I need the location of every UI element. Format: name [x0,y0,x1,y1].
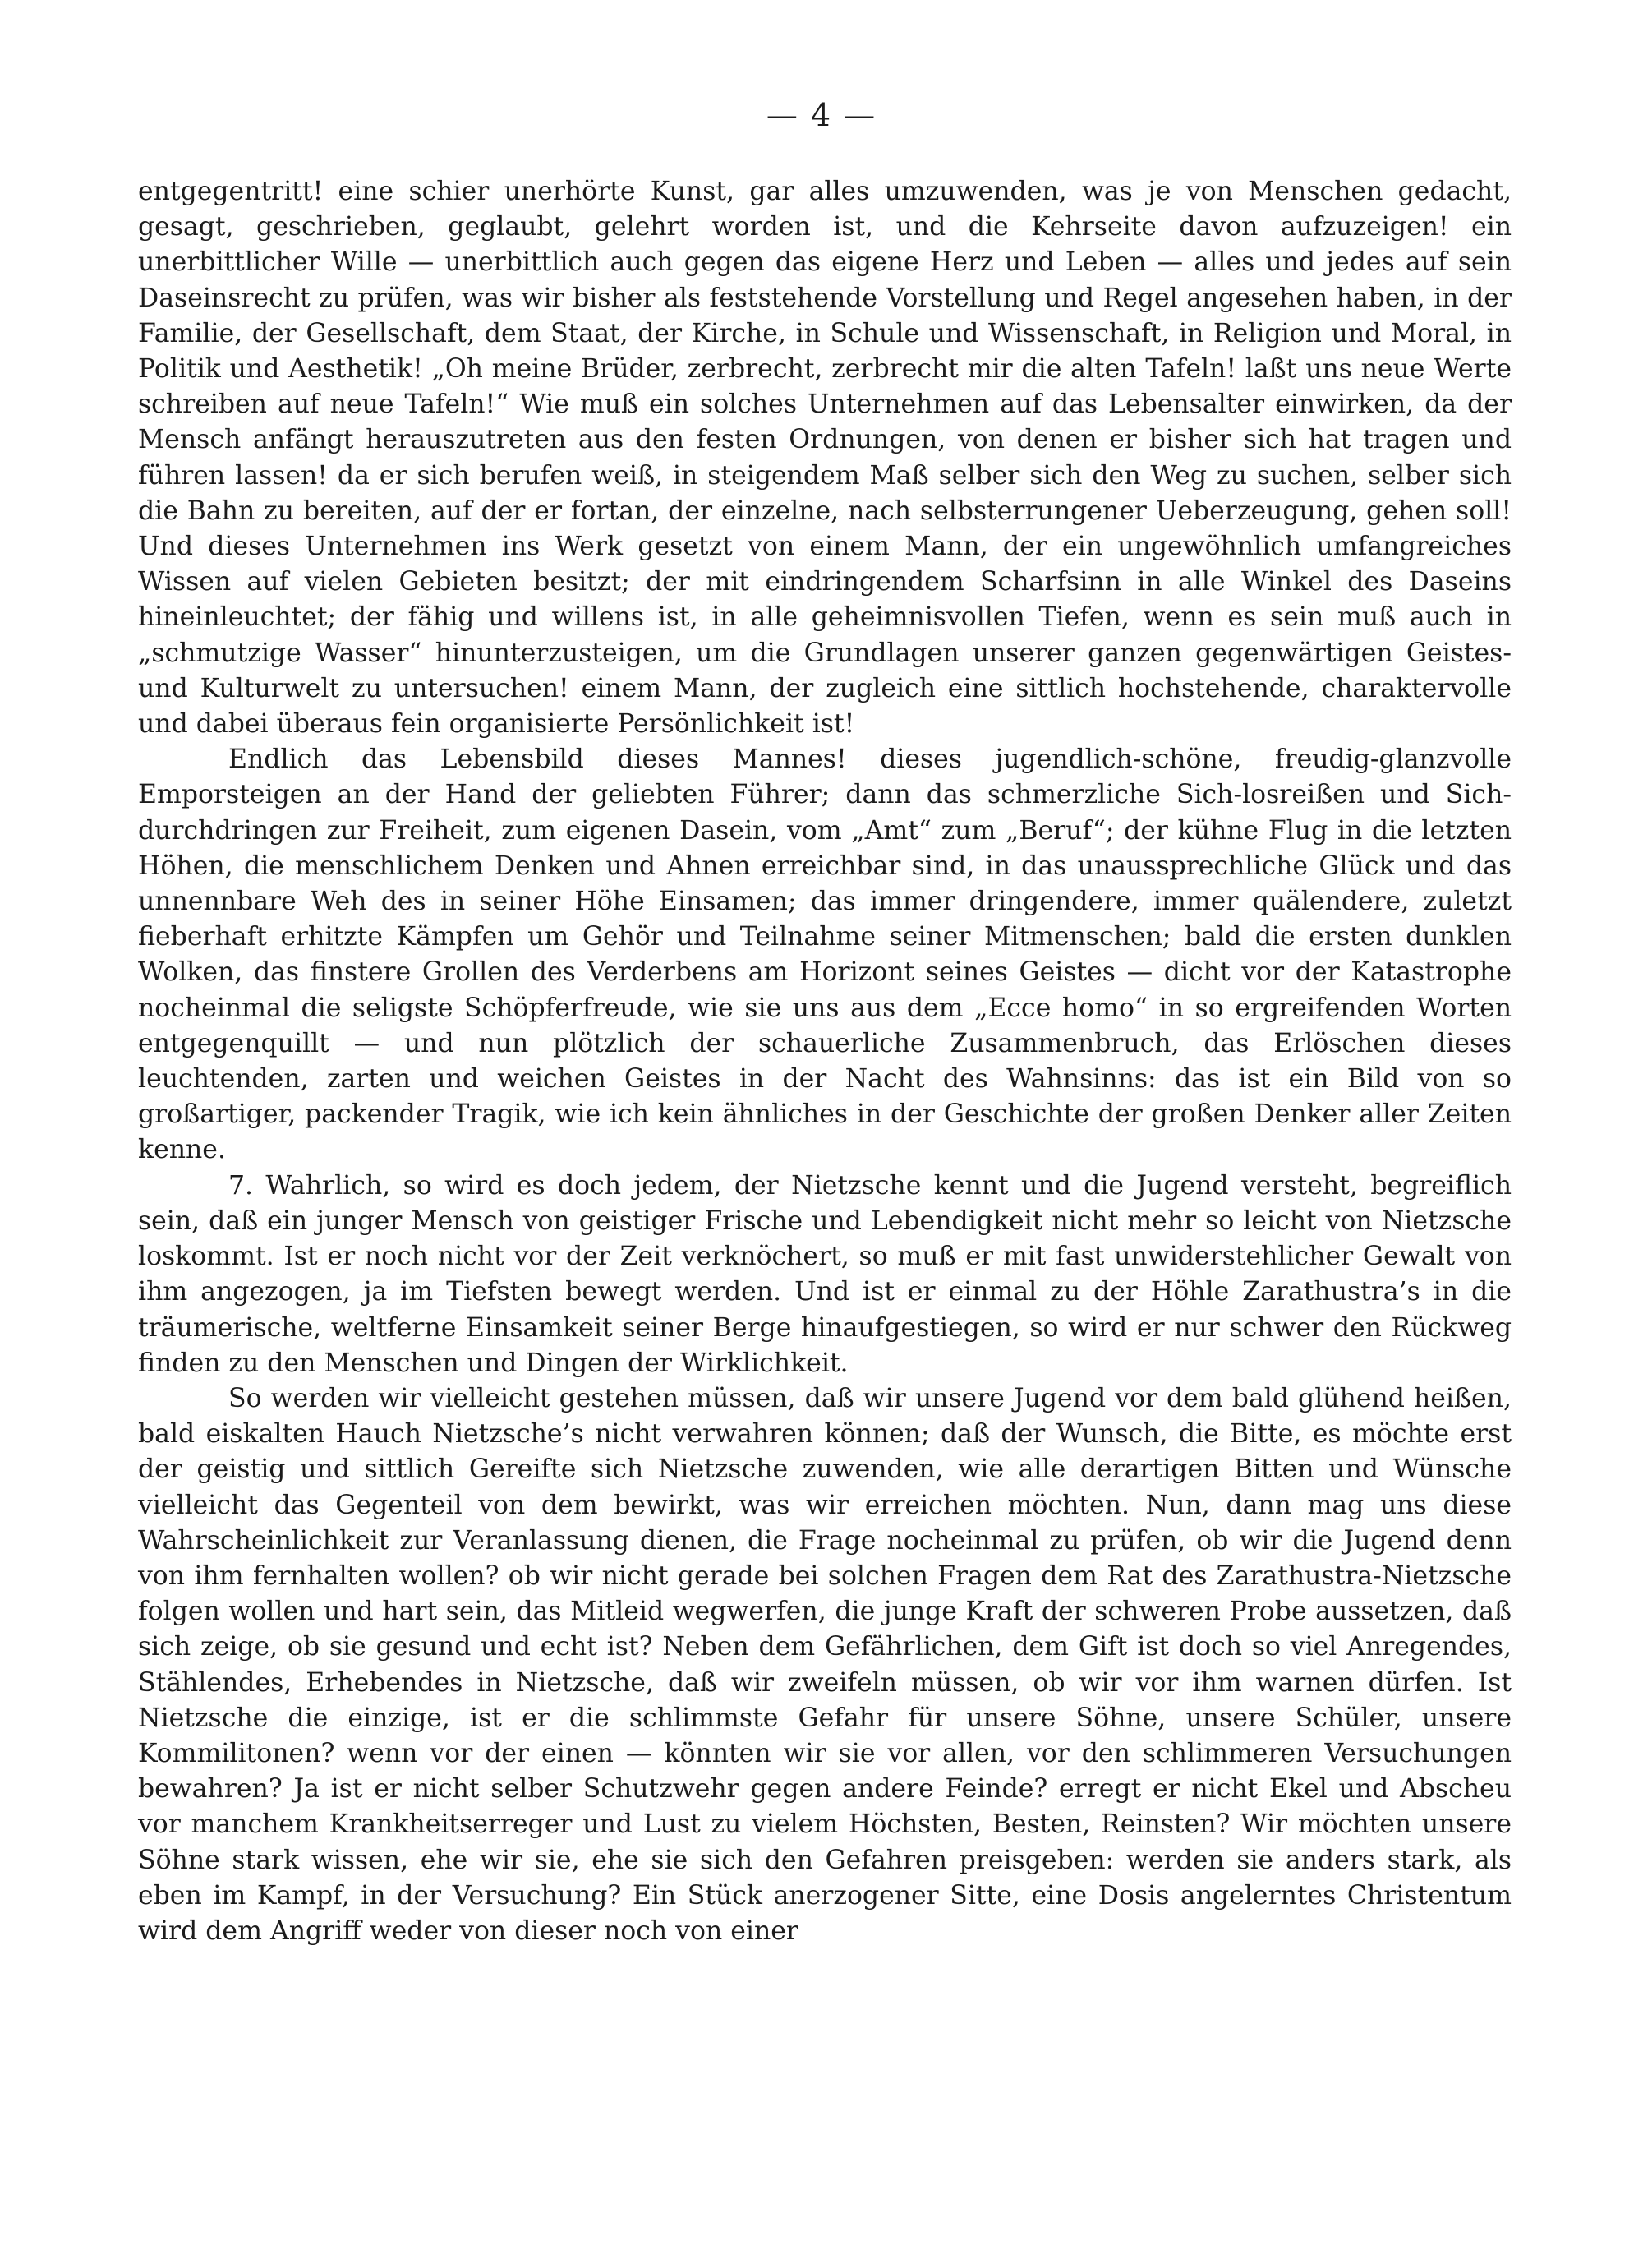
paragraph: So werden wir vielleicht gestehen müssen, daß wir unsere Jugend vor dem bald glühend heißen, bald eiskalten Hauch Nietzsche’s nicht verwahren können; daß der Wunsch, die Bitte, es möchte erst der geistig und sittlich Gereifte sich Nietzsche zuwenden, wie alle derartigen Bitten und Wünsche vielleicht das Gegenteil von dem bewirkt, was wir erreichen möchten. Nun, dann mag uns diese Wahrscheinlichkeit zur Veranlassung dienen, die Frage nocheinmal zu prüfen, ob wir die Jugend denn von ihm fernhalten wollen? ob wir nicht gerade bei solchen Fragen dem Rat des Zarathustra-Nietzsche folgen wollen und hart sein, das Mitleid wegwerfen, die junge Kraft der schweren Probe aussetzen, daß sich zeige, ob sie gesund und echt ist? Neben dem Gefährlichen, dem Gift ist doch so viel Anregendes, Stählendes, Erhebendes in Nietzsche, daß wir zweifeln müssen, ob wir vor ihm warnen dürfen. Ist Nietzsche die einzige, ist er die schlimmste Gefahr für unsere Söhne, unsere Schüler, unsere Kommilitonen? wenn vor der einen — könnten wir sie vor allen, vor den schlimmeren Versuchungen bewahren? Ja ist er nicht selber Schutzwehr gegen andere Feinde? erregt er nicht Ekel und Abscheu vor manchem Krankheitserreger und Lust zu vielem Höchsten, Besten, Reinsten? Wir möchten unsere Söhne stark wissen, ehe wir sie, ehe sie sich den Gefahren preisgeben: werden sie anders stark, als eben im Kampf, in der Versuchung? Ein Stück anerzogener Sitte, eine Dosis angelerntes Christentum wird dem Angriff weder von dieser noch von einer [138,1383,1512,1946]
page-number: — 4 — [766,97,877,133]
paragraph: entgegentritt! eine schier unerhörte Kunst, gar alles umzuwenden, was je von Menschen gedacht, gesagt, geschrieben, geglaubt, gelehrt worden ist, und die Kehrseite davon aufzuzeigen! ein unerbittlicher Wille — unerbittlich auch gegen das eigene Herz und Leben — alles und jedes auf sein Daseinsrecht zu prüfen, was wir bisher als feststehende Vorstellung und Regel angesehen haben, in der Familie, der Gesellschaft, dem Staat, der Kirche, in Schule und Wissenschaft, in Religion und Moral, in Politik und Aesthetik! „Oh meine Brüder, zerbrecht, zerbrecht mir die alten Tafeln! laßt uns neue Werte schreiben auf neue Tafeln!“ Wie muß ein solches Unternehmen auf das Lebensalter einwirken, da der Mensch anfängt herauszutreten aus den festen Ordnungen, von denen er bisher sich hat tragen und führen lassen! da er sich berufen weiß, in steigendem Maß selber sich den Weg zu suchen, selber sich die Bahn zu bereiten, auf der er fortan, der einzelne, nach selbsterrungener Ueberzeugung, gehen soll! Und dieses Unternehmen ins Werk gesetzt von einem Mann, der ein ungewöhnlich umfangreiches Wissen auf vielen Gebieten besitzt; der mit eindringendem Scharfsinn in alle Winkel des Daseins hineinleuchtet; der fähig und willens ist, in alle geheimnisvollen Tiefen, wenn es sein muß auch in „schmutzige Wasser“ hinunterzusteigen, um die Grundlagen unserer ganzen gegenwärtigen Geistes- und Kulturwelt zu untersuchen! einem Mann, der zugleich eine sittlich hochstehende, charaktervolle und dabei überaus fein organisierte Persönlichkeit ist! [138,177,1512,740]
paragraph: Endlich das Lebensbild dieses Mannes! dieses jugendlich-schöne, freudig-glanzvolle Emporsteigen an der Hand der geliebten Führer; dann das schmerzliche Sich-losreißen und Sich-durchdringen zur Freiheit, zum eigenen Dasein, vom „Amt“ zum „Beruf“; der kühne Flug in die letzten Höhen, die menschlichem Denken und Ahnen erreichbar sind, in das unaussprechliche Glück und das unnennbare Weh des in seiner Höhe Einsamen; das immer dringendere, immer quälendere, zuletzt fieberhaft erhitzte Kämpfen um Gehör und Teilnahme seiner Mitmenschen; bald die ersten dunklen Wolken, das finstere Grollen des Verderbens am Horizont seines Geistes — dicht vor der Katastrophe nocheinmal die seligste Schöpferfreude, wie sie uns aus dem „Ecce homo“ in so ergreifenden Worten entgegenquillt — und nun plötzlich der schauerliche Zusammenbruch, das Erlöschen dieses leuchtenden, zarten und weichen Geistes in der Nacht des Wahnsinns: das ist ein Bild von so großartiger, packender Tragik, wie ich kein ähnliches in der Geschichte der großen Denker aller Zeiten kenne. [138,744,1512,1165]
page-body [138,174,1512,1949]
paragraph: 7. Wahrlich, so wird es doch jedem, der Nietzsche kennt und die Jugend versteht, begreiflich sein, daß ein junger Mensch von geistiger Frische und Lebendigkeit nicht mehr so leicht von Nietzsche loskommt. Ist er noch nicht vor der Zeit verknöchert, so muß er mit fast unwiderstehlicher Gewalt von ihm angezogen, ja im Tiefsten bewegt werden. Und ist er einmal zu der Höhle Zarathustra’s in die träumerische, weltferne Einsamkeit seiner Berge hinaufgestiegen, so wird er nur schwer den Rückweg finden zu den Menschen und Dingen der Wirklichkeit. [138,1170,1512,1378]
